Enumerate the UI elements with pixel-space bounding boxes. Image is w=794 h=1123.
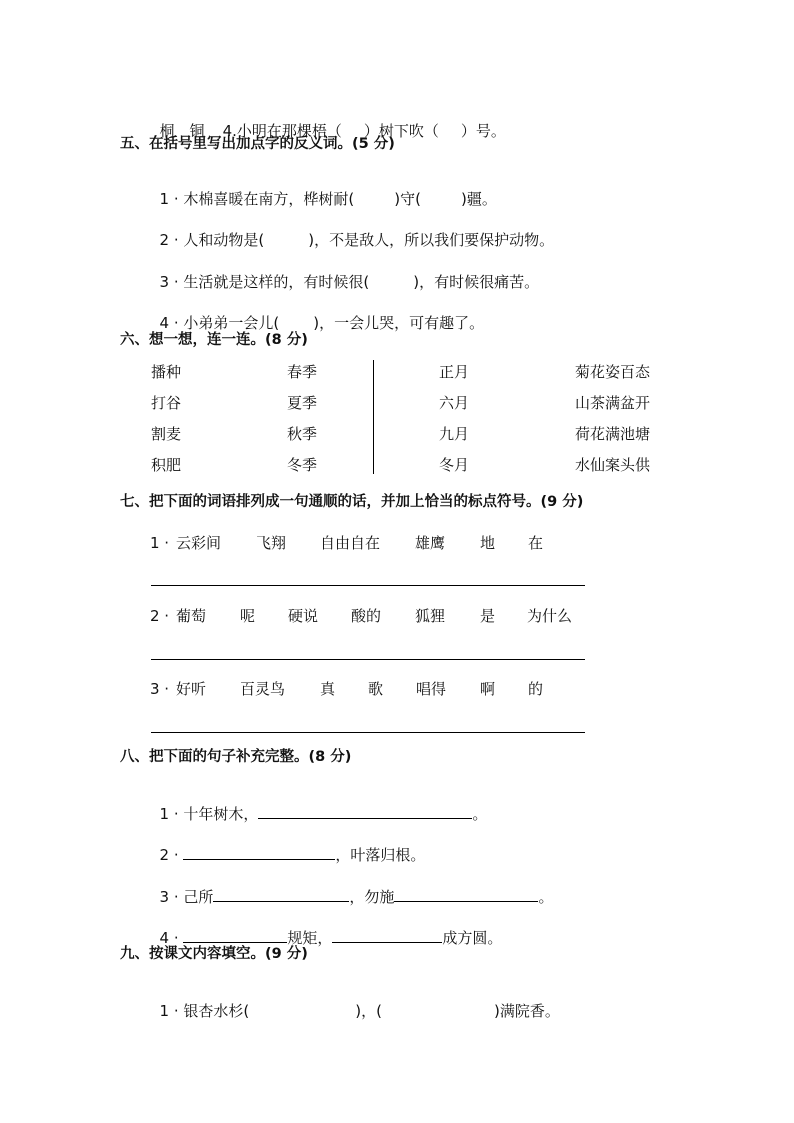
q7-2-word: 狐狸 — [415, 607, 446, 625]
q4-text-c: ）号。 — [460, 122, 506, 140]
blank-line[interactable] — [258, 803, 472, 819]
item-text-c: )疆。 — [460, 190, 497, 208]
blank-line[interactable] — [213, 886, 349, 902]
section8-item-2 — [150, 824, 425, 865]
item-text-b: )，一会儿哭，可有趣了。 — [313, 314, 485, 332]
intro-words: 桐 铜 — [159, 122, 205, 140]
section7-heading: 七、把下面的词语排列成一句通顺的话，并加上恰当的标点符号。(9 分) — [120, 494, 584, 510]
col1-row2: 打谷 — [151, 394, 182, 412]
q7-3-number: 3 · — [150, 680, 170, 698]
section5-heading: 五、在括号里写出加点字的反义词。(5 分) — [120, 136, 395, 152]
answer-line[interactable] — [151, 585, 585, 586]
section8-heading: 八、把下面的句子补充完整。(8 分) — [120, 749, 352, 765]
q7-3-word: 百灵鸟 — [240, 680, 286, 698]
q7-1-word: 在 — [528, 534, 544, 552]
q7-3-word: 歌 — [368, 680, 384, 698]
item-text-a: 人和动物是( — [183, 231, 265, 249]
item-number: 3 · — [159, 888, 184, 906]
item-number: 2 · — [159, 846, 184, 864]
item-text-c: 。 — [538, 888, 554, 906]
blank-line[interactable] — [332, 927, 442, 943]
item-text-b: 。 — [472, 805, 488, 823]
item-text-a: 十年树木， — [183, 805, 259, 823]
col3-row4: 冬月 — [439, 456, 470, 474]
col4-row3: 荷花满池塘 — [575, 425, 651, 443]
q7-1-word: 地 — [480, 534, 496, 552]
section8-item-1 — [150, 783, 487, 824]
q7-2-word: 葡萄 — [176, 607, 207, 625]
col2-row4: 冬季 — [287, 456, 318, 474]
q7-2-word: 呢 — [240, 607, 256, 625]
col2-row3: 秋季 — [287, 425, 318, 443]
q7-1-word: 自由自在 — [320, 534, 381, 552]
item-text-b: )守( — [394, 190, 421, 208]
q7-2-word: 硬说 — [288, 607, 319, 625]
section5-item-3 — [150, 252, 539, 292]
item-text-b: )，( — [355, 1002, 382, 1020]
item-number: 2 · — [159, 231, 184, 249]
col3-row3: 九月 — [439, 425, 470, 443]
blank-line[interactable] — [394, 886, 538, 902]
q7-3-word: 真 — [320, 680, 336, 698]
answer-line[interactable] — [151, 732, 585, 733]
q7-2-word: 是 — [480, 607, 496, 625]
item-number: 4 · — [159, 929, 184, 947]
item-text-a: 木棉喜暖在南方，桦树耐( — [183, 190, 355, 208]
section9-heading: 九、按课文内容填空。(9 分) — [120, 946, 308, 962]
q4-text-b: ）树下吹（ — [363, 122, 439, 140]
q7-2-word: 为什么 — [527, 607, 573, 625]
item-text-b: 成方圆。 — [442, 929, 503, 947]
col4-row2: 山茶满盆开 — [575, 394, 651, 412]
q7-3-word: 啊 — [480, 680, 496, 698]
col3-row1: 正月 — [439, 363, 470, 381]
item-text-a: 规矩， — [287, 929, 333, 947]
col1-row3: 割麦 — [151, 425, 182, 443]
col2-row1: 春季 — [287, 363, 318, 381]
section5-item-1 — [150, 169, 497, 209]
item-text-b: ，勿施 — [349, 888, 395, 906]
item-number: 3 · — [159, 273, 184, 291]
answer-line[interactable] — [151, 659, 585, 660]
q7-1-word: 云彩间 — [176, 534, 222, 552]
item-text-b: )，不是敌人，所以我们要保护动物。 — [308, 231, 555, 249]
item-text-a: 银杏水杉( — [183, 1002, 250, 1020]
col2-row2: 夏季 — [287, 394, 318, 412]
col1-row4: 积肥 — [151, 456, 182, 474]
item-text-a: 己所 — [183, 888, 214, 906]
section8-item-3 — [150, 866, 553, 907]
section8-item-4 — [150, 907, 502, 948]
q4-text-a: 小明在那棵梧（ — [236, 122, 342, 140]
item-number: 4 · — [159, 314, 184, 332]
column-divider — [373, 360, 374, 474]
col4-row1: 菊花姿百态 — [575, 363, 651, 381]
q7-3-word: 好听 — [176, 680, 207, 698]
col3-row2: 六月 — [439, 394, 470, 412]
section5-item-4 — [150, 293, 484, 333]
item-text-a: 生活就是这样的，有时候很( — [183, 273, 370, 291]
blank-line[interactable] — [183, 844, 335, 860]
q7-1-word: 雄鹰 — [415, 534, 446, 552]
q7-3-word: 唱得 — [416, 680, 447, 698]
item-text-a: 小弟弟一会儿( — [183, 314, 280, 332]
col4-row4: 水仙案头供 — [575, 456, 651, 474]
q7-1-word: 飞翔 — [256, 534, 287, 552]
section9-item-1 — [150, 981, 560, 1021]
section6-heading: 六、想一想，连一连。(8 分) — [120, 332, 308, 348]
q7-2-word: 酸的 — [351, 607, 382, 625]
item-number: 1 · — [159, 190, 184, 208]
section5-item-2 — [150, 210, 554, 250]
blank-line[interactable] — [183, 927, 287, 943]
q7-3-word: 的 — [528, 680, 544, 698]
q7-2-number: 2 · — [150, 607, 170, 625]
col1-row1: 播种 — [151, 363, 182, 381]
q4-number: 4. — [222, 122, 237, 140]
item-number: 1 · — [159, 805, 184, 823]
item-text-c: )满院香。 — [493, 1002, 560, 1020]
item-number: 1 · — [159, 1002, 184, 1020]
item-text-a: ，叶落归根。 — [335, 846, 426, 864]
q7-1-number: 1 · — [150, 534, 170, 552]
item-text-b: )，有时候很痛苦。 — [413, 273, 540, 291]
